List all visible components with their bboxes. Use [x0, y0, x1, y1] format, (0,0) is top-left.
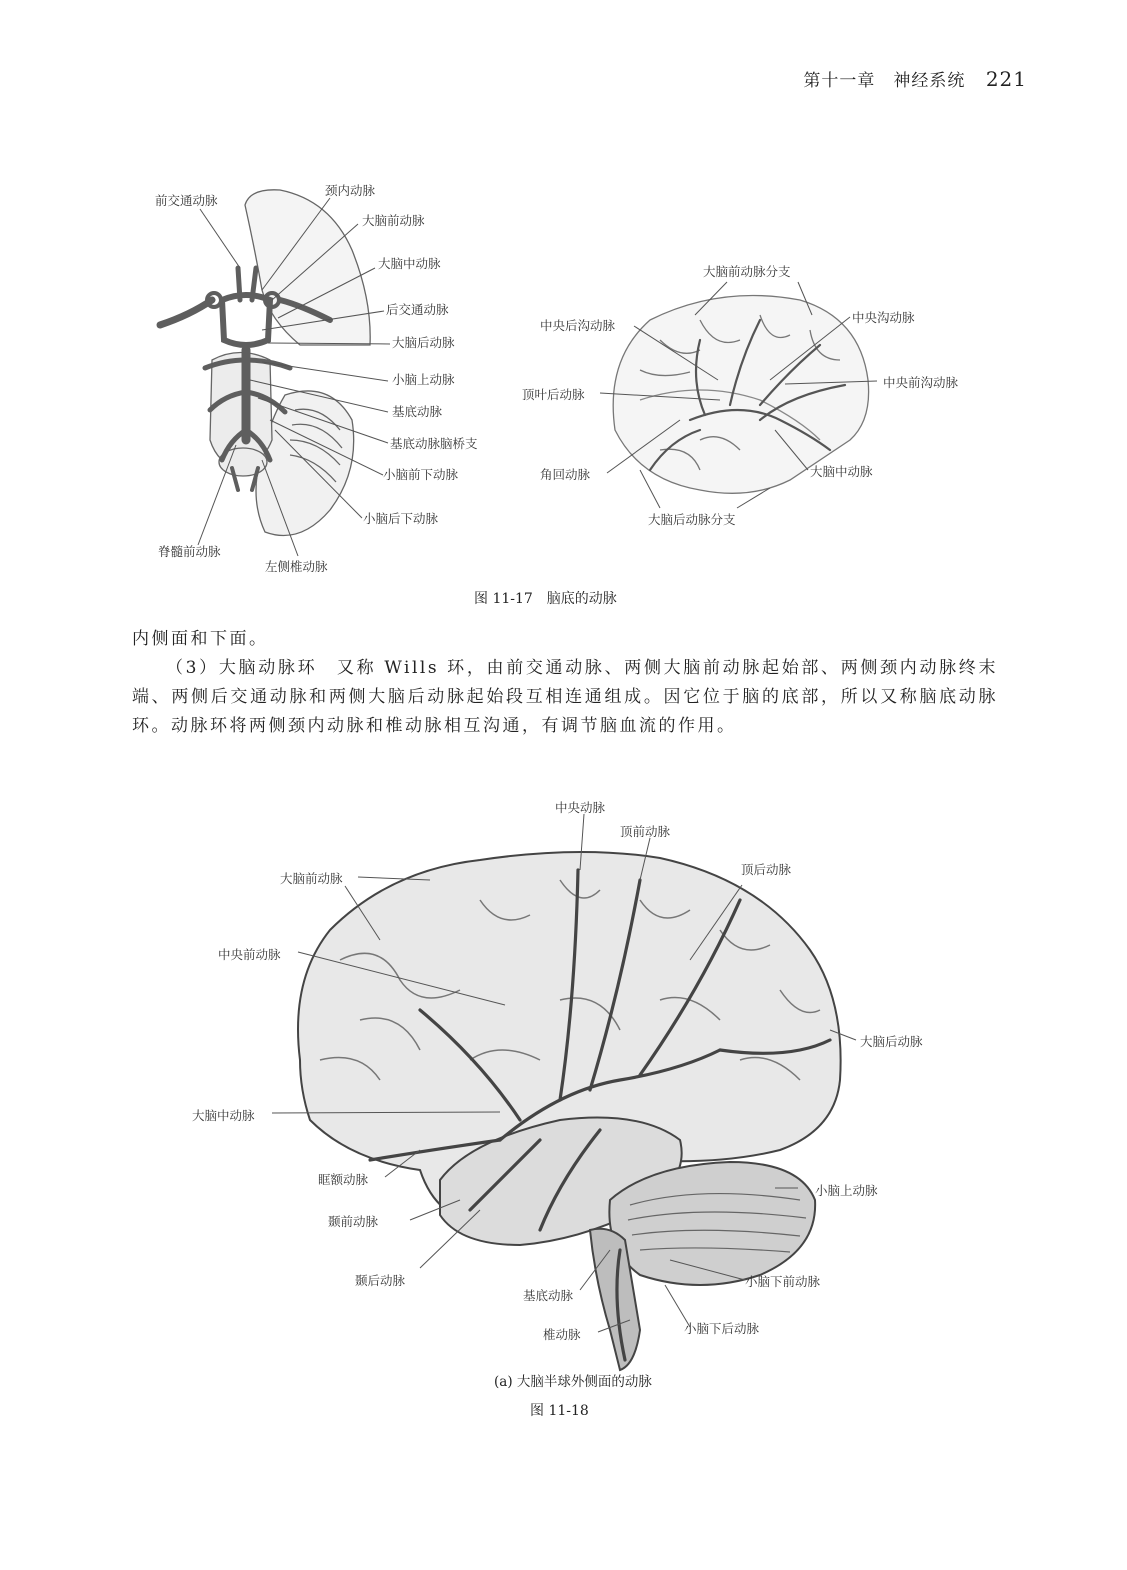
label-posterior-cerebral-artery-b: 大脑后动脉: [860, 1034, 923, 1049]
label-vertebral-artery: 椎动脉: [543, 1327, 581, 1342]
label-anterior-cerebral-branches: 大脑前动脉分支: [703, 264, 791, 279]
label-internal-carotid-artery: 颈内动脉: [325, 183, 376, 198]
label-precentral-artery: 中央前动脉: [218, 947, 281, 962]
label-left-vertebral-artery: 左侧椎动脉: [265, 559, 328, 574]
figure-11-17-caption: 图 11-17 脑底的动脉: [474, 591, 617, 607]
label-angular-artery: 角回动脉: [540, 467, 591, 482]
label-anterior-temporal-artery: 颞前动脉: [328, 1214, 379, 1229]
chapter-title: 第十一章 神经系统: [803, 71, 966, 91]
label-posterior-parietal-artery-b: 顶后动脉: [741, 862, 792, 877]
label-precentral-sulcus-artery: 中央前沟动脉: [883, 375, 959, 390]
label-postcentral-sulcus-artery: 中央后沟动脉: [540, 318, 616, 333]
text-line-continuation: 内侧面和下面。: [132, 629, 269, 649]
label-middle-cerebral-artery-b: 大脑中动脉: [192, 1108, 255, 1123]
label-orbitofrontal-artery: 眶额动脉: [318, 1172, 369, 1187]
paragraph-circle-of-willis: （3）大脑动脉环 又称 Wills 环，由前交通动脉、两侧大脑前动脉起始部、两侧颈内动脉终末端、两侧后交通动脉和两侧大脑后动脉起始段互相连通组成。因它位于脑的底部，所以又称脑底动脉环。动脉环将两侧颈内动脉和椎动脉相互沟通，有调节脑血流的作用。: [132, 658, 998, 736]
label-anterior-cerebral-artery-b: 大脑前动脉: [280, 871, 343, 886]
label-superior-cerebellar-artery: 小脑上动脉: [392, 372, 455, 387]
label-posterior-inferior-cerebellar-artery-b: 小脑下后动脉: [684, 1321, 760, 1336]
label-posterior-inferior-cerebellar-artery: 小脑后下动脉: [363, 511, 439, 526]
label-anterior-inferior-cerebellar-artery: 小脑前下动脉: [383, 467, 459, 482]
label-superior-cerebellar-artery-b: 小脑上动脉: [815, 1183, 878, 1198]
label-posterior-temporal-artery: 颞后动脉: [355, 1273, 406, 1288]
label-pontine-branches: 基底动脉脑桥支: [390, 436, 478, 451]
label-posterior-cerebral-branches: 大脑后动脉分支: [648, 512, 736, 527]
label-middle-cerebral-artery-right: 大脑中动脉: [810, 464, 873, 479]
label-basilar-artery-b: 基底动脉: [523, 1288, 574, 1303]
label-anterior-spinal-artery: 脊髓前动脉: [158, 544, 221, 559]
label-anterior-parietal-artery: 顶前动脉: [620, 824, 671, 839]
label-central-artery: 中央动脉: [555, 800, 606, 815]
label-anterior-inferior-cerebellar-artery-b: 小脑下前动脉: [745, 1274, 821, 1289]
page-number: 221: [985, 67, 1027, 91]
label-basilar-artery: 基底动脉: [392, 404, 443, 419]
label-central-sulcus-artery: 中央沟动脉: [852, 310, 915, 325]
label-posterior-cerebral-artery: 大脑后动脉: [392, 335, 455, 350]
label-middle-cerebral-artery: 大脑中动脉: [378, 256, 441, 271]
figure-11-18-caption: 图 11-18: [530, 1403, 589, 1419]
figure-11-18-subcaption: (a) 大脑半球外侧面的动脉: [494, 1374, 652, 1390]
label-anterior-cerebral-artery: 大脑前动脉: [362, 213, 425, 228]
label-anterior-communicating-artery: 前交通动脉: [155, 193, 218, 208]
label-posterior-communicating-artery: 后交通动脉: [386, 302, 449, 317]
label-posterior-parietal-artery: 顶叶后动脉: [522, 387, 585, 402]
